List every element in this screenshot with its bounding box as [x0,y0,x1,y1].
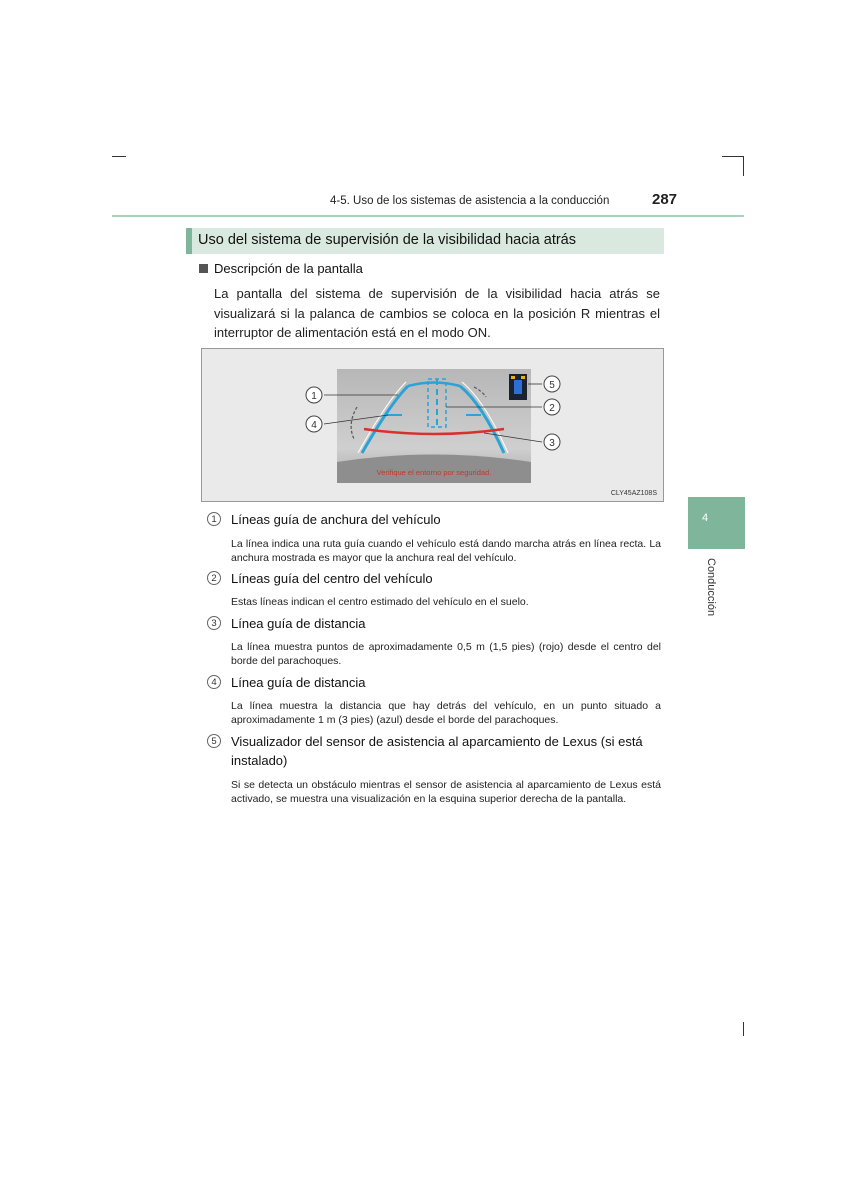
item-title: Visualizador del sensor de asistencia al aparcamiento de Lexus (si está instalado) [231,734,643,768]
section-heading-bar [186,228,664,254]
square-bullet-icon [199,264,208,273]
screen-message: Verifique el entorno por seguridad. [376,468,492,477]
item-title: Línea guía de distancia [231,616,366,631]
crop-mark-top-right-h [722,156,744,157]
item-description: La línea muestra puntos de aproximadamente 0,5 m (1,5 pies) (rojo) desde el centro del borde del parachoques. [231,641,661,667]
callout-5: 5 [549,380,555,391]
item-number: 1 [207,512,221,526]
item-description: La línea muestra la distancia que hay detrás del vehículo, en un punto situado a aproximadamente 1 m (3 pies) (azul) desde el borde del parachoques. [231,700,661,726]
item-number: 2 [207,571,221,585]
item-number: 4 [207,675,221,689]
item-description: Estas líneas indican el centro estimado del vehículo en el suelo. [231,596,529,608]
callout-1: 1 [311,391,317,402]
item-description: La línea indica una ruta guía cuando el vehículo está dando marcha atrás en línea recta. La anchura mostrada es mayor que la anchura real del vehículo. [231,538,661,564]
page-number: 287 [652,191,678,208]
figure-code: CLY45AZ108S [610,490,657,497]
crop-mark-bottom-right [743,1022,744,1036]
item-title: Líneas guía de anchura del vehículo [231,512,441,527]
chapter-label: Conducción [705,558,717,617]
subheading [199,261,363,276]
callout-2: 2 [549,403,555,414]
callout-4: 4 [311,420,317,431]
crop-mark-top-left [112,156,126,157]
item-title: Línea guía de distancia [231,675,366,690]
rear-view-illustration [202,349,665,503]
item-title: Líneas guía del centro del vehículo [231,571,433,586]
item-number: 5 [207,734,221,748]
callout-3: 3 [549,438,555,449]
rear-view-figure [201,348,664,502]
intro-paragraph: La pantalla del sistema de supervisión de la visibilidad hacia atrás se visualizará si la palanca de cambios se coloca en la posición R mientras el interruptor de alimentación está en el modo ON. [214,286,660,340]
chapter-tab [688,497,745,549]
item-description: Si se detecta un obstáculo mientras el sensor de asistencia al aparcamiento de Lexus está activado, se muestra una visualización en la esquina superior derecha de la pantalla. [231,779,661,805]
header-rule [112,215,744,217]
chapter-number: 4 [702,512,709,524]
crop-mark-top-right-v [743,156,744,176]
running-header: 4-5. Uso de los sistemas de asistencia a la conducción [330,195,610,207]
section-heading: Uso del sistema de supervisión de la visibilidad hacia atrás [198,232,576,248]
item-number: 3 [207,616,221,630]
subheading-text: Descripción de la pantalla [214,261,363,276]
